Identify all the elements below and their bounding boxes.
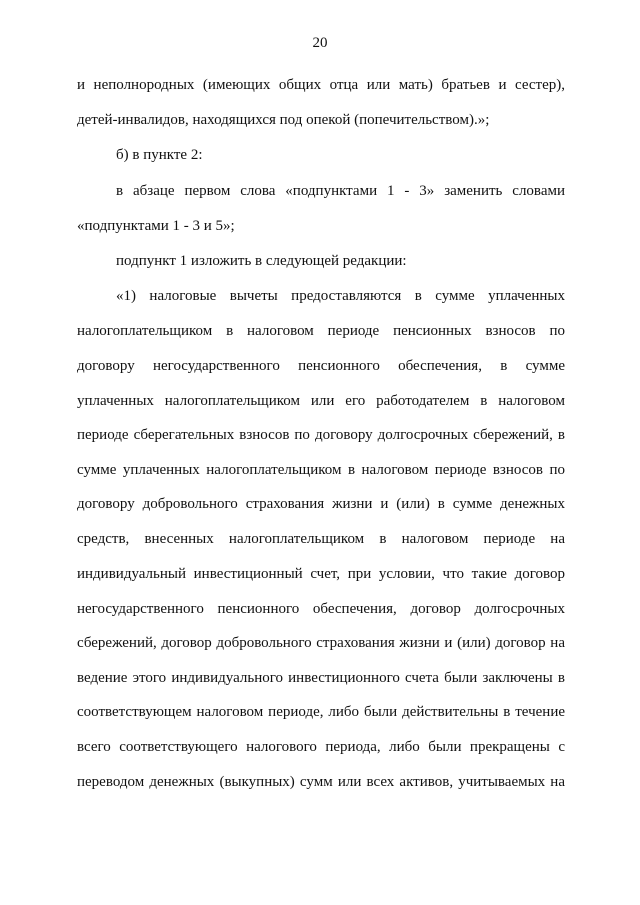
text-line: б) в пункте 2: xyxy=(116,147,203,163)
text-line: негосударственного пенсионного обеспечения, договор долгосрочных xyxy=(77,601,565,617)
text-line: в абзаце первом слова «подпунктами 1 - 3» заменить словами xyxy=(116,183,565,199)
text-line: договору негосударственного пенсионного обеспечения, в сумме xyxy=(77,358,565,374)
text-line: сумме уплаченных налогоплательщиком в налоговом периоде взносов по xyxy=(77,462,565,478)
text-line: переводом денежных (выкупных) сумм или всех активов, учитываемых на xyxy=(77,774,565,790)
text-line: детей-инвалидов, находящихся под опекой (попечительством).»; xyxy=(77,112,490,128)
text-line: сбережений, договор добровольного страхования жизни и (или) договор на xyxy=(77,635,565,651)
text-line: подпункт 1 изложить в следующей редакции: xyxy=(116,253,407,269)
text-line: соответствующем налоговом периоде, либо были действительны в течение xyxy=(77,704,565,720)
text-line: «подпунктами 1 - 3 и 5»; xyxy=(77,218,235,234)
text-line: индивидуальный инвестиционный счет, при условии, что такие договор xyxy=(77,566,565,582)
text-line: периоде сберегательных взносов по договору долгосрочных сбережений, в xyxy=(77,427,565,443)
text-line: средств, внесенных налогоплательщиком в налоговом периоде на xyxy=(77,531,565,547)
text-line: и неполнородных (имеющих общих отца или мать) братьев и сестер), xyxy=(77,77,565,93)
text-line: налогоплательщиком в налоговом периоде пенсионных взносов по xyxy=(77,323,565,339)
page-number: 20 xyxy=(312,35,328,51)
text-line: всего соответствующего налогового периода, либо были прекращены с xyxy=(77,739,565,755)
text-line: «1) налоговые вычеты предоставляются в сумме уплаченных xyxy=(116,288,565,304)
text-line: ведение этого индивидуального инвестиционного счета были заключены в xyxy=(77,670,565,686)
text-line: уплаченных налогоплательщиком или его работодателем в налоговом xyxy=(77,393,565,409)
text-line: договору добровольного страхования жизни и (или) в сумме денежных xyxy=(77,496,565,512)
